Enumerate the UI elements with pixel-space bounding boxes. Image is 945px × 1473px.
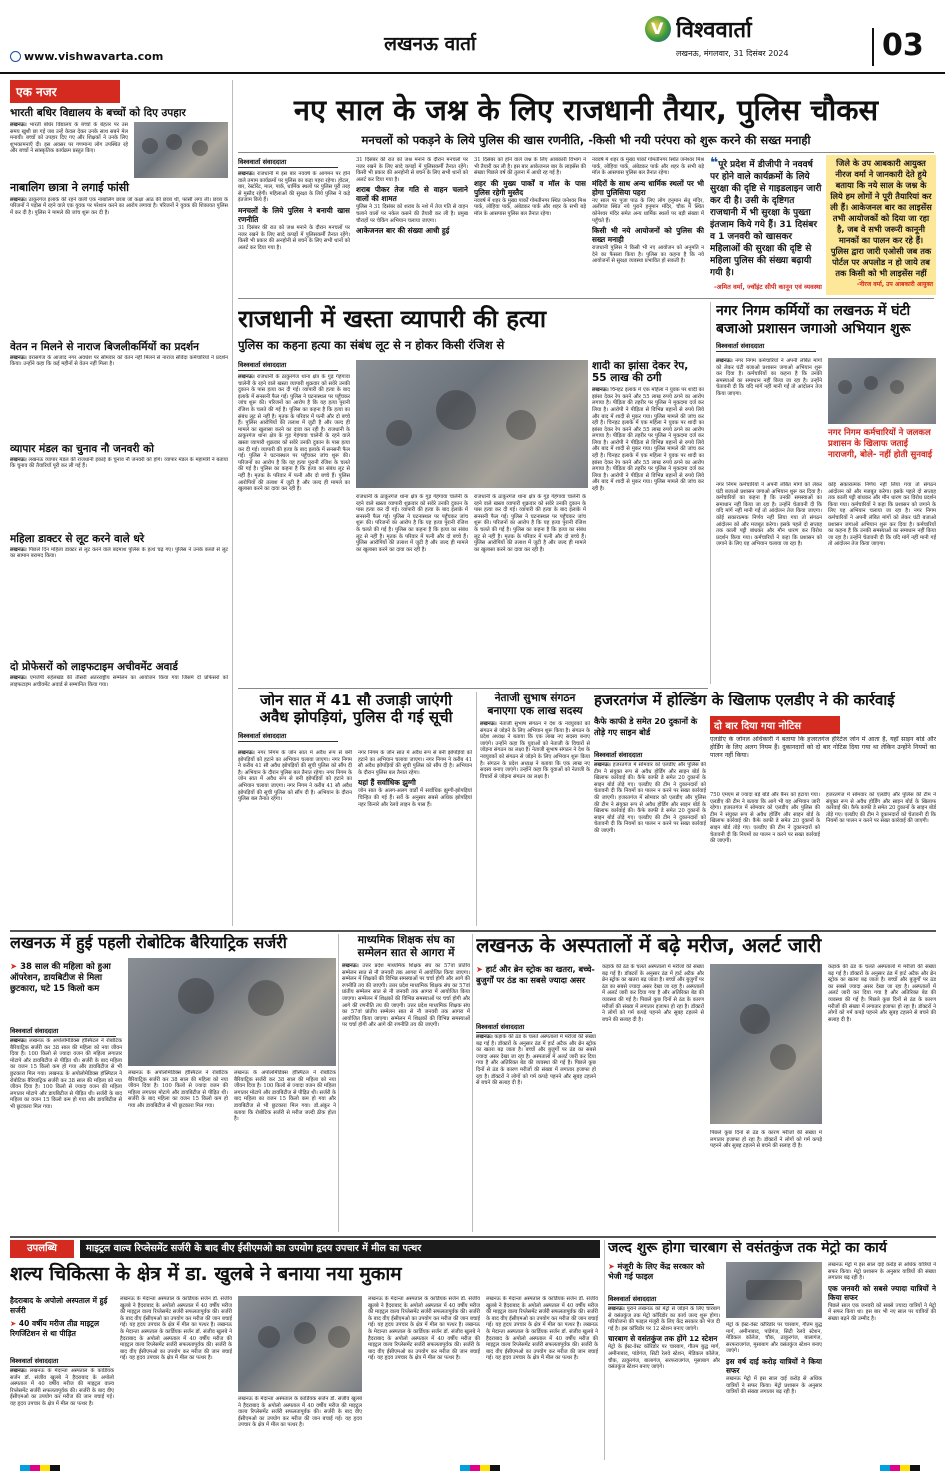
page-number: 03	[872, 28, 932, 66]
masthead	[0, 0, 945, 74]
item5-title: महिला डाक्टर से लूट करने वाले धरे	[10, 532, 145, 545]
arrow-icon: ➤	[10, 962, 18, 972]
section-title: लखनऊ वार्ता	[384, 33, 476, 54]
nagar-nigam-photo	[828, 358, 936, 424]
divider	[604, 1240, 605, 1460]
item1-title: भारती बधिर विद्यालय के बच्चों को दिए उपहार	[10, 107, 186, 119]
nagar-nigam-story: नगर निगम कर्मियों का लखनऊ में घंटी बजाओ प्रशासन जगाओ अभियान शुरू विश्ववार्ता संवाददाता लखनऊ। नगर निगम कर्मचारियों ने अपनी लंबित मांगों को लेकर घंटी बजाओ प्रशासन जगाओ अभियान शुरू कर दिया है। कर्मचारियों का कहना है कि उनकी समस्याओं का समाधान नहीं किया जा रहा है। उन्होंने चेतावनी दी कि यदि मांगें नहीं मानी गईं तो आंदोलन तेज किया जाएगा। नगर निगम कर्मचारियों ने जलकल प्रशासन के खिलाफ जताई नाराजगी, बोले- नहीं होती सुनवाई नगर निगम कर्मचारियों ने अपनी लंबित मांगों को लेकर घंटी बजाओ प्रशासन जगाओ अभियान शुरू कर दिया है। कर्मचारियों का कहना है कि उनकी समस्याओं का समाधान नहीं किया जा रहा है। उन्होंने चेतावनी दी कि यदि मांगें नहीं मानी गईं तो आंदोलन तेज किया जाएगा। कोई सकारात्मक निर्णय नहीं लिया गया तो संगठन आंदोलन को और मजबूत करेगा। इसके पहले दो सप्ताह तक काली पट्टी बांधकर और मौन धारण कर विरोध प्रदर्शन किया गया। कर्मचारियों ने कहा कि प्रशासन को जगाने के लिए यह अभियान चलाया जा रहा है। कोई सकारात्मक निर्णय नहीं लिया गया तो संगठन आंदोलन को और मजबूत करेगा। इसके पहले दो सप्ताह तक काली पट्टी बांधकर और मौन धारण कर विरोध प्रदर्शन किया गया। कर्मचारियों ने कहा कि प्रशासन को जगाने के लिए यह अभियान चलाया जा रहा है। नगर निगम कर्मचारियों ने अपनी लंबित मांगों को लेकर घंटी बजाओ प्रशासन जगाओ अभियान शुरू कर दिया है। कर्मचारियों का कहना है कि उनकी समस्याओं का समाधान नहीं किया जा रहा है। उन्होंने चेतावनी दी कि यदि मांगें नहीं मानी गईं तो आंदोलन तेज किया जाएगा।	[716, 303, 936, 548]
globe-icon	[10, 51, 21, 62]
netaji-story: नेताजी सुभाष संगठन बनाएगा एक लाख सदस्य लखनऊ। नेताजी सुभाष संगठन ने देश के नवयुवकों को संगठन से जोड़ने के लिए अभियान शुरू किया है। संगठन के प्रदेश अध्यक्ष ने बताया कि एक लाख नए सदस्य बनाए जाएंगे। उन्होंने कहा कि युवाओं को नेताजी के विचारों से जोड़ना संगठन का लक्ष्य है। नेताजी सुभाष संगठन ने देश के नवयुवकों को संगठन से जोड़ने के लिए अभियान शुरू किया है। संगठन के प्रदेश अध्यक्ष ने बताया कि एक लाख नए सदस्य बनाए जाएंगे। उन्होंने कहा कि युवाओं को नेताजी के विचारों से जोड़ना संगठन का लक्ष्य है।	[480, 692, 590, 780]
hospitals-story: लखनऊ के अस्पतालों में बढ़े मरीज, अलर्ट जारी ➤ हार्ट और ब्रेन स्ट्रोक का खतरा, बच्चे-बुजुर्गों पर ठंड का सबसे ज्यादा असर विश्ववार्ता संवाददाता लखनऊ। कड़ाके की ठंड के चलते अस्पतालों में मरीजों की संख्या बढ़ गई है। डॉक्टरों के अनुसार ठंड में हार्ट अटैक और ब्रेन स्ट्रोक का खतरा बढ़ जाता है। बच्चों और बुजुर्गों पर ठंड का सबसे ज्यादा असर देखा जा रहा है। अस्पतालों में अलर्ट जारी कर दिया गया है और अतिरिक्त बेड की व्यवस्था की गई है। पिछले कुछ दिनों से ठंड के कारण मरीजों की संख्या में लगातार इजाफा हो रहा है। डॉक्टरों ने लोगों को गर्म कपड़े पहनने और सुबह टहलने से बचने की सलाह दी है। कड़ाके की ठंड के चलते अस्पतालों में मरीजों की संख्या बढ़ गई है। डॉक्टरों के अनुसार ठंड में हार्ट अटैक और ब्रेन स्ट्रोक का खतरा बढ़ जाता है। बच्चों और बुजुर्गों पर ठंड का सबसे ज्यादा असर देखा जा रहा है। अस्पतालों में अलर्ट जारी कर दिया गया है और अतिरिक्त बेड की व्यवस्था की गई है। पिछले कुछ दिनों से ठंड के कारण मरीजों की संख्या में लगातार इजाफा हो रहा है। डॉक्टरों ने लोगों को गर्म कपड़े पहनने और सुबह टहलने से बचने की सलाह दी है। पिछले कुछ दिनों से ठंड के कारण मरीजों की संख्या में लगातार इजाफा हो रहा है। डॉक्टरों ने लोगों को गर्म कपड़े पहनने और सुबह टहलने से बचने की सलाह दी है। कड़ाके की ठंड के चलते अस्पतालों में मरीजों की संख्या बढ़ गई है। डॉक्टरों के अनुसार ठंड में हार्ट अटैक और ब्रेन स्ट्रोक का खतरा बढ़ जाता है। बच्चों और बुजुर्गों पर ठंड का सबसे ज्यादा असर देखा जा रहा है। अस्पतालों में अलर्ट जारी कर दिया गया है और अतिरिक्त बेड की व्यवस्था की गई है। पिछले कुछ दिनों से ठंड के कारण मरीजों की संख्या में लगातार इजाफा हो रहा है। डॉक्टरों ने लोगों को गर्म कपड़े पहनने और सुबह टहलने से बचने की सलाह दी है।	[476, 934, 936, 1150]
brand-name: विश्ववार्ता	[676, 18, 752, 42]
dateline: लखनऊ, मंगलवार, 31 दिसंबर 2024	[676, 49, 789, 58]
arrow-icon: ➤	[608, 1262, 615, 1271]
rape-sidebar: शादी का झांसा देकर रेप, 55 लाख की ठगी लखनऊ। चिनहट इलाके में एक महिला ने युवक पर शादी का झांसा देकर रेप करने और 55 लाख रुपये ठगने का आरोप लगाया है। पीड़िता की तहरीर पर पुलिस ने मुकदमा दर्ज कर लिया है। आरोपी ने पीड़िता से विभिन्न बहानों से रुपये लिये और बाद में शादी से मुकर गया। पुलिस मामले की जांच कर रही है। चिनहट इलाके में एक महिला ने युवक पर शादी का झांसा देकर रेप करने और 55 लाख रुपये ठगने का आरोप लगाया है। पीड़िता की तहरीर पर पुलिस ने मुकदमा दर्ज कर लिया है। आरोपी ने पीड़िता से विभिन्न बहानों से रुपये लिये और बाद में शादी से मुकर गया। पुलिस मामले की जांच कर रही है। चिनहट इलाके में एक महिला ने युवक पर शादी का झांसा देकर रेप करने और 55 लाख रुपये ठगने का आरोप लगाया है। पीड़िता की तहरीर पर पुलिस ने मुकदमा दर्ज कर लिया है। आरोपी ने पीड़िता से विभिन्न बहानों से रुपये लिये और बाद में शादी से मुकर गया। पुलिस मामले की जांच कर रही है।	[592, 360, 704, 493]
shikshak-story: माध्यमिक शिक्षक संघ का सम्मेलन सात से आगरा में लखनऊ। उत्तर प्रदेश माध्यमिक शिक्षक संघ का 57वां प्रांतीय सम्मेलन सात से नौ जनवरी तक आगरा में आयोजित किया जाएगा। सम्मेलन में शिक्षकों की विभिन्न समस्याओं पर चर्चा होगी और आगे की रणनीति तय की जाएगी। उत्तर प्रदेश माध्यमिक शिक्षक संघ का 57वां प्रांतीय सम्मेलन सात से नौ जनवरी तक आगरा में आयोजित किया जाएगा। सम्मेलन में शिक्षकों की विभिन्न समस्याओं पर चर्चा होगी और आगे की रणनीति तय की जाएगी। उत्तर प्रदेश माध्यमिक शिक्षक संघ का 57वां प्रांतीय सम्मेलन सात से नौ जनवरी तक आगरा में आयोजित किया जाएगा। सम्मेलन में शिक्षकों की विभिन्न समस्याओं पर चर्चा होगी और आगे की रणनीति तय की जाएगी।	[342, 934, 470, 1029]
robotic-photo	[128, 958, 336, 1066]
lead-subheadline: मनचलों को पकड़ने के लिये पुलिस की खास रणनीति, -किसी भी नयी परंपरा को शुरू करने की सख्त मनाही	[361, 133, 811, 147]
murder-body: विश्ववार्ता संवाददाता लखनऊ। राजधानी के ठाकुरगंज थाना क्षेत्र के गुड़ गेहंगावा चालेनी के रहने वाले खस्ता व्यापारी शुक्रवार को सवेरे उनकी दुकान के पास हत्या कर दी गई। व्यापारी की हत्या के बाद इलाके में सनसनी फैल गई। पुलिस ने घटनास्थल पर पहुँचकर जांच शुरू की। परिजनों का आरोप है कि यह हत्या पुरानी रंजिश के चलते की गई है। पुलिस का कहना है कि हत्या का संबंध लूट से नहीं है। मृतक के परिवार में पत्नी और दो बच्चे हैं। पुलिस आरोपियों की तलाश में जुटी है और जल्द ही मामले का खुलासा करने का दावा कर रही है। राजधानी के ठाकुरगंज थाना क्षेत्र के गुड़ गेहंगावा चालेनी के रहने वाले खस्ता व्यापारी शुक्रवार को सवेरे उनकी दुकान के पास हत्या कर दी गई। व्यापारी की हत्या के बाद इलाके में सनसनी फैल गई। पुलिस ने घटनास्थल पर पहुँचकर जांच शुरू की। परिजनों का आरोप है कि यह हत्या पुरानी रंजिश के चलते की गई है। पुलिस का कहना है कि हत्या का संबंध लूट से नहीं है। मृतक के परिवार में पत्नी और दो बच्चे हैं। पुलिस आरोपियों की तलाश में जुटी है और जल्द ही मामले का खुलासा करने का दावा कर रही है। राजधानी के ठाकुरगंज थाना क्षेत्र के गुड़ गेहंगावा चालेनी के रहने वाले खस्ता व्यापारी शुक्रवार को सवेरे उनकी दुकान के पास हत्या कर दी गई। व्यापारी की हत्या के बाद इलाके में सनसनी फैल गई। पुलिस ने घटनास्थल पर पहुँचकर जांच शुरू की। परिजनों का आरोप है कि यह हत्या पुरानी रंजिश के चलते की गई है। पुलिस का कहना है कि हत्या का संबंध लूट से नहीं है। मृतक के परिवार में पत्नी और दो बच्चे हैं। पुलिस आरोपियों की तलाश में जुटी है और जल्द ही मामले का खुलासा करने का दावा कर रही है। राजधानी के ठाकुरगंज थाना क्षेत्र के गुड़ गेहंगावा चालेनी के रहने वाले खस्ता व्यापारी शुक्रवार को सवेरे उनकी दुकान के पास हत्या कर दी गई। व्यापारी की हत्या के बाद इलाके में सनसनी फैल गई। पुलिस ने घटनास्थल पर पहुँचकर जांच शुरू की। परिजनों का आरोप है कि यह हत्या पुरानी रंजिश के चलते की गई है। पुलिस का कहना है कि हत्या का संबंध लूट से नहीं है। मृतक के परिवार में पत्नी और दो बच्चे हैं। पुलिस आरोपियों की तलाश में जुटी है और जल्द ही मामले का खुलासा करने का दावा कर रही है।	[238, 361, 586, 553]
divider	[232, 80, 233, 926]
divider	[710, 302, 711, 684]
registration-strip	[0, 1464, 945, 1473]
robotic-blurb: ➤ 38 साल की महिला को हुआ ऑपरेशन, डायबिटीज से मिला छुटकारा, घटे 15 किलो कम	[10, 962, 111, 994]
item6-title: दो प्रोफेसरों को लाइफटाइम अचीवमेंट अवार्ड	[10, 660, 178, 673]
excise-box: जिले के उप आबकारी आयुक्त नीरज वर्मा ने जानकारी देते हुये बताया कि नये साल के जश्न के लिये हम लोगों ने पूरी तैयारियां कर ली हैं। आकेजनल बार का लाइसेंस तभी आयोजकों को दिया जा रहा है, जब वे सभी जरूरी कानूनी मानकों का पालन कर रहे हैं। पुलिस द्वारा जारी एओसी जब तक पोर्टल पर अपलोड न हो जाये तब तक किसी को भी लाइसेंस नहीं -नीरज वर्मा, उप आबकारी आयुक्त	[826, 155, 936, 295]
arrow-icon: ➤	[10, 1319, 17, 1328]
item3-body: वरासगंज के आजाद नगर अवधेश पर सोमवार को वेतन नहीं मिलने से नाराज संविदा कर्मचारियों ने प्रदर्शन किया। उन्होंने कहा कि कई महीनों से वेतन नहीं मिला है।	[10, 354, 228, 368]
metro-photo	[726, 1262, 822, 1318]
ek-nazar-label: एक नजर	[10, 80, 120, 103]
achievement-photo	[238, 1296, 362, 1392]
website-url[interactable]: www.vishwavarta.com	[10, 50, 190, 66]
lead-body: विश्ववार्ता संवाददाता लखनऊ। राजधानी में इस बार नववर्ष के आगमन पर होने वाले तमाम कार्यक्रमों पर पुलिस का कड़ा पहरा रहेगा। होटल, बार, रेस्टोरेंट, माल, पार्क, धार्मिक स्थलों पर पुलिस पूरी तरह से मुस्तैद रहेगी। महिलाओं की सुरक्षा के लिये पुलिस ने कड़े इंतजाम किये हैं। मनचलों के लिये पुलिस ने बनायी खास रणनीति 31 दिसंबर की रात को जश्न मनाने के दौरान मनचलों पर नजर रखने के लिए सादे कपड़ों में पुलिसकर्मी तैनात रहेंगे। किसी भी प्रकार की अनहोनी से बचने के लिए सभी थानों को अलर्ट कर दिया गया है। 31 दिसंबर की रात को जश्न मनाने के दौरान मनचलों पर नजर रखने के लिए सादे कपड़ों में पुलिसकर्मी तैनात रहेंगे। किसी भी प्रकार की अनहोनी से बचने के लिए सभी थानों को अलर्ट कर दिया गया है। शराब पीकर तेज गति से वाहन चलाने वालों की शामत पुलिस ने 31 दिसंबर को शराब के नशे में तेज गति से वाहन चलाने वालों पर नकेल कसने की तैयारी कर ली है। प्रमुख चौराहों पर चेकिंग अभियान चलाया जाएगा। आकेजनल बार की संख्या आधी हुई 31 दिसंबर को होने वाले जश्न के लिए आबकारी विभाग ने भी तैयारी कर ली है। इस बार आकेजनल बार के लाइसेंस की संख्या पिछले वर्ष की तुलना में आधी रह गई है। शहर की मुख्य पार्कों व मॉल के पास पुलिस रहेगी मुस्तैद नववर्ष में शहर के मुख्य पार्कों गोमतीनगर स्थित जनेश्वर मिश्र पार्क, लोहिया पार्क, अंबेडकर पार्क और शहर के सभी बड़े मॉल के आसपास पुलिस बल तैनात रहेगा। नववर्ष में शहर के मुख्य पार्कों गोमतीनगर स्थित जनेश्वर मिश्र पार्क, लोहिया पार्क, अंबेडकर पार्क और शहर के सभी बड़े मॉल के आसपास पुलिस बल तैनात रहेगा। मंदिरों के साथ अन्य धार्मिक स्थलों पर भी होगा पुलिसिया पहरा नए साल पर पूजा पाठ के लिए लोग हनुमान सेतु मंदिर, अलीगंज स्थित नये पुराने हनुमान मंदिर, चौक में स्थित कोनेश्वर मंदिर समेत अन्य धार्मिक स्थलों पर बड़ी संख्या में पहुँचते हैं। किसी भी नये आयोजनों को पुलिस की सख्त मनाही राजधानी पुलिस ने किसी भी नए आयोजन को अनुमति न देने का फैसला किया है। पुलिस का कहना है कि नये आयोजनों से सुरक्षा व्यवस्था प्रभावित हो सकती है।	[238, 157, 704, 265]
item1-body: भारती बधिर विद्यालय के बच्चों के बेहतर पर उस समय खुशी छा गई जब उन्हें केवल देकर उनके साथ सबने मेल मनायी। बच्चों को उपहार दिए गए और शिक्षकों ने उनके लिए शुभकामनाएँ दी। इस अवसर पर गणमान्य लोग उपस्थित रहे और बच्चों ने सांस्कृतिक कार्यक्रम प्रस्तुत किए।	[10, 122, 128, 155]
arrow-icon: ➤	[476, 964, 483, 974]
robotic-story: लखनऊ में हुई पहली रोबोटिक बैरियाट्रिक सर्जरी ➤ 38 साल की महिला को हुआ ऑपरेशन, डायबिटीज से मिला छुटकारा, घटे 15 किलो कम विश्ववार्ता संवाददाता लखनऊ। लखनऊ के अपोलोमेडिक्स हॉस्पिटल ने रोबोटिक बैरियाट्रिक सर्जरी कर 38 साल की महिला को नया जीवन दिया है। 100 किलो से ज्यादा वजन की महिला लगातार मोटापे और डायबिटीज से पीड़ित थी। सर्जरी के बाद महिला का वजन 15 किलो कम हो गया और डायबिटीज से भी छुटकारा मिल गया। लखनऊ के अपोलोमेडिक्स हॉस्पिटल ने रोबोटिक बैरियाट्रिक सर्जरी कर 38 साल की महिला को नया जीवन दिया है। 100 किलो से ज्यादा वजन की महिला लगातार मोटापे और डायबिटीज से पीड़ित थी। सर्जरी के बाद महिला का वजन 15 किलो कम हो गया और डायबिटीज से भी छुटकारा मिल गया। लखनऊ के अपोलोमेडिक्स हॉस्पिटल ने रोबोटिक बैरियाट्रिक सर्जरी कर 38 साल की महिला को नया जीवन दिया है। 100 किलो से ज्यादा वजन की महिला लगातार मोटापे और डायबिटीज से पीड़ित थी। सर्जरी के बाद महिला का वजन 15 किलो कम हो गया और डायबिटीज से भी छुटकारा मिल गया। लखनऊ के अपोलोमेडिक्स हॉस्पिटल ने रोबोटिक बैरियाट्रिक सर्जरी कर 38 साल की महिला को नया जीवन दिया है। 100 किलो से ज्यादा वजन की महिला लगातार मोटापे और डायबिटीज से पीड़ित थी। सर्जरी के बाद महिला का वजन 15 किलो कम हो गया और डायबिटीज से भी छुटकारा मिल गया। डॉ.अंकुर ने बताया कि रोबोटिक सर्जरी से मरीज जल्दी ठीक होता है।	[10, 934, 336, 1123]
item1-photo	[134, 122, 228, 178]
murder-headline: राजधानी में खस्ता व्यापारी की हत्या	[238, 305, 547, 333]
masthead-rule	[0, 72, 945, 74]
item5-body: पिछले दिन महिला डाक्टर से लूट करने वाले बदमाश पुलिस के हत्थे चढ़ गए। पुलिस ने उनके कब्जे से लूट का सामान बरामद किया।	[10, 546, 228, 560]
hospitals-blurb: ➤ हार्ट और ब्रेन स्ट्रोक का खतरा, बच्चे-बुजुर्गों पर ठंड का सबसे ज्यादा असर	[476, 964, 595, 985]
item4-title: व्यापार मंडल का चुनाव नौ जनवरी को	[10, 442, 154, 455]
hoarding-box: कैफे काफी डे समेत 20 दुकानों के तोड़े गए साइन बोर्ड	[594, 716, 698, 737]
divider	[338, 934, 339, 1232]
divider	[238, 688, 708, 689]
quote-icon: ❝	[710, 157, 719, 171]
murder-photo	[356, 360, 588, 488]
item4-body: लखनऊ व्यापार मंडल की राजधानी इकाई के चुनाव नौ जनवरी को होंगे। व्यापार मंडल के महामंत्री ने बताया कि चुनाव की तैयारियाँ पूरी कर ली गई हैं।	[10, 456, 228, 470]
divider	[238, 298, 934, 299]
divider	[10, 1236, 936, 1238]
lead-byline: विश्ववार्ता संवाददाता	[238, 157, 338, 168]
divider	[10, 930, 936, 932]
item6-body: एमजेपी रुहेलखंड की तीसरी अंतरराष्ट्रीय सम्मेलन का आयोजन किया गया जिसमें दो प्रोफेसरों को लाइफटाइम अचीवमेंट अवार्ड से सम्मानित किया गया।	[10, 674, 228, 688]
hoarding-story: हजरतगंज में होल्डिंग के खिलाफ एलडीए ने की कार्रवाई कैफे काफी डे समेत 20 दुकानों के तोड़े गए साइन बोर्ड विश्ववार्ता संवाददाता लखनऊ। हजरतगंज में सोमवार को एलडीए और पुलिस की टीम ने संयुक्त रूप से अवैध होर्डिंग और साइन बोर्ड के खिलाफ कार्रवाई की। कैफे काफी डे समेत 20 दुकानों के साइन बोर्ड तोड़े गए। एलडीए की टीम ने दुकानदारों को चेतावनी दी कि नियमों का पालन न करने पर सख्त कार्रवाई की जाएगी। हजरतगंज में सोमवार को एलडीए और पुलिस की टीम ने संयुक्त रूप से अवैध होर्डिंग और साइन बोर्ड के खिलाफ कार्रवाई की। कैफे काफी डे समेत 20 दुकानों के साइन बोर्ड तोड़े गए। एलडीए की टीम ने दुकानदारों को चेतावनी दी कि नियमों का पालन न करने पर सख्त कार्रवाई की जाएगी। दो बार दिया गया नोटिस एलडीए के जोनल अधिकारी ने बताया कि हजरतगंज हेरिटेज जोन में आता है, यहाँ साइन बोर्ड और होर्डिंग के लिए अलग नियम हैं। दुकानदारों को दो बार नोटिस दिया गया था लेकिन उन्होंने नियमों का पालन नहीं किया। 750 एमएम से ज्यादा बड़े बोर्ड और बैनर को हटाया गया। एलडीए की टीम ने बताया कि आगे भी यह अभियान जारी रहेगा। हजरतगंज में सोमवार को एलडीए और पुलिस की टीम ने संयुक्त रूप से अवैध होर्डिंग और साइन बोर्ड के खिलाफ कार्रवाई की। कैफे काफी डे समेत 20 दुकानों के साइन बोर्ड तोड़े गए। एलडीए की टीम ने दुकानदारों को चेतावनी दी कि नियमों का पालन न करने पर सख्त कार्रवाई की जाएगी। हजरतगंज में सोमवार को एलडीए और पुलिस की टीम ने संयुक्त रूप से अवैध होर्डिंग और साइन बोर्ड के खिलाफ कार्रवाई की। कैफे काफी डे समेत 20 दुकानों के साइन बोर्ड तोड़े गए। एलडीए की टीम ने दुकानदारों को चेतावनी दी कि नियमों का पालन न करने पर सख्त कार्रवाई की जाएगी।	[594, 692, 936, 845]
item3-title: वेतन न मिलने से नाराज बिजलीकर्मियों का प्रदर्शन	[10, 340, 199, 353]
metro-story: जल्द शुरू होगा चारबाग से वसंतकुंज तक मेट्रो का कार्य ➤ मंजूरी के लिए केंद्र सरकार को भेजी गई फाइल विश्ववार्ता संवाददाता लखनऊ। पुराने लखनऊ को मेट्रो से जोड़ने के लिए चारबाग से वसंतकुंज तक मेट्रो कॉरिडोर का कार्य जल्द शुरू होगा। परियोजना की फाइल मंजूरी के लिए केंद्र सरकार को भेज दी गई है। इस कॉरिडोर पर 12 स्टेशन बनाए जाएंगे। चारबाग से वसंतकुंज तक होंगे 12 स्टेशन मेट्रो के ईस्ट-वेस्ट कॉरिडोर पर चारबाग, गौतम बुद्ध मार्ग, अमीनाबाद, पांडेगंज, सिटी रेलवे स्टेशन, मेडिकल कॉलेज, चौक, ठाकुरगंज, बालागंज, सरफराजगंज, मूसाबाग और वसंतकुंज स्टेशन बनाए जाएंगे। मेट्रो के ईस्ट-वेस्ट कॉरिडोर पर चारबाग, गौतम बुद्ध मार्ग, अमीनाबाद, पांडेगंज, सिटी रेलवे स्टेशन, मेडिकल कॉलेज, चौक, ठाकुरगंज, बालागंज, सरफराजगंज, मूसाबाग और वसंतकुंज स्टेशन बनाए जाएंगे। इस वर्ष दाई करोड़ यात्रियों ने किया सफर लखनऊ मेट्रो में इस साल दाई करोड़ से अधिक यात्रियों ने सफर किया। मेट्रो प्रशासन के अनुसार यात्रियों की संख्या लगातार बढ़ रही है। लखनऊ मेट्रो में इस साल दाई करोड़ से अधिक यात्रियों ने सफर किया। मेट्रो प्रशासन के अनुसार यात्रियों की संख्या लगातार बढ़ रही है। एक जनवरी को सबसे ज्यादा यात्रियों ने किया सफर पिछले साल एक जनवरी को सबसे ज्यादा यात्रियों ने मेट्रो में सफर किया था। इस बार भी नए साल पर यात्रियों की संख्या बढ़ने की उम्मीद है।	[608, 1240, 936, 1396]
divider	[472, 934, 473, 1232]
achievement-badge: उपलब्धि	[10, 1240, 74, 1258]
item2-title: नाबालिग छात्रा ने लगाई फांसी	[10, 181, 130, 195]
achievement-kicker: माइट्रल वाल्व रिप्लेसमेंट सर्जरी के बाद वीए ईसीएमओ का उपयोग हृदय उपचार में मील का पत्थर	[80, 1240, 600, 1258]
hospitals-photo	[710, 964, 822, 1124]
notice-box: दो बार दिया गया नोटिस एलडीए के जोनल अधिकारी ने बताया कि हजरतगंज हेरिटेज जोन में आता है, यहाँ साइन बोर्ड और होर्डिंग के लिए अलग नियम हैं। दुकानदारों को दो बार नोटिस दिया गया था लेकिन उन्होंने नियमों का पालन नहीं किया।	[710, 716, 936, 788]
demolition-story: जोन सात में 41 सौ उजाड़ी जाएंगी अवैध झोपड़ियां, पुलिस दी गई सूची विश्ववार्ता संवाददाता लखनऊ। नगर निगम के जोन सात में अवैध रूप से बनी झोपड़ियों को हटाने का अभियान चलाया जाएगा। नगर निगम ने करीब 41 सौ अवैध झोपड़ियों की सूची पुलिस को सौंप दी है। अभियान के दौरान पुलिस बल तैनात रहेगा। नगर निगम के जोन सात में अवैध रूप से बनी झोपड़ियों को हटाने का अभियान चलाया जाएगा। नगर निगम ने करीब 41 सौ अवैध झोपड़ियों की सूची पुलिस को सौंप दी है। अभियान के दौरान पुलिस बल तैनात रहेगा। नगर निगम के जोन सात में अवैध रूप से बनी झोपड़ियों को हटाने का अभियान चलाया जाएगा। नगर निगम ने करीब 41 सौ अवैध झोपड़ियों की सूची पुलिस को सौंप दी है। अभियान के दौरान पुलिस बल तैनात रहेगा। यहां हैं सर्वाधिक झुग्गी जोन सात के अलग-अलग वार्डों में सर्वाधिक झुग्गी-झोपड़ियां चिन्हित की गई हैं। सर्वे के अनुसार सबसे अधिक झोपड़ियां नहर किनारे और रेलवे लाइन के पास हैं।	[238, 692, 472, 808]
quote-attribution: -अमित वर्मा, ज्वॉइंट सीपी कानून एवं व्यवस्था	[713, 283, 822, 291]
divider	[238, 152, 934, 153]
ek-nazar-column: एक नजर भारती बधिर विद्यालय के बच्चों को दिए उपहार लखनऊ। भारती बधिर विद्यालय के बच्चों के बेहतर पर उस समय खुशी छा गई जब उन्हें केवल देकर उनके साथ सबने मेल मनायी। बच्चों को उपहार दिए गए और शिक्षकों ने उनके लिए शुभकामनाएँ दी। इस अवसर पर गणमान्य लोग उपस्थित रहे और बच्चों ने सांस्कृतिक कार्यक्रम प्रस्तुत किए। नाबालिग छात्रा ने लगाई फांसी लखनऊ। ठाकुरगंज इलाके की रहने वाली एक नाबालिग छात्रा जो कक्षा आठ की छात्रा थी, फांसी लगा ली। छात्रा के परिजनों ने पड़ोस में रहने वाले एक युवक पर परेशान करने का आरोप लगाया है। परिजनों ने युवक की शिकायत पुलिस में कर दी है। पुलिस ने मामले की जांच शुरू कर दी है। वेतन न मिलने से नाराज बिजलीकर्मियों का प्रदर्शन लखनऊ। वरासगंज के आजाद नगर अवधेश पर सोमवार को वेतन नहीं मिलने से नाराज संविदा कर्मचारियों ने प्रदर्शन किया। उन्होंने कहा कि कई महीनों से वेतन नहीं मिला है। व्यापार मंडल का चुनाव नौ जनवरी को लखनऊ। लखनऊ व्यापार मंडल की राजधानी इकाई के चुनाव नौ जनवरी को होंगे। व्यापार मंडल के महामंत्री ने बताया कि चुनाव की तैयारियाँ पूरी कर ली गई हैं। महिला डाक्टर से लूट करने वाले धरे लखनऊ। पिछले दिन महिला डाक्टर से लूट करने वाले बदमाश पुलिस के हत्थे चढ़ गए। पुलिस ने उनके कब्जे से लूट का सामान बरामद किया। दो प्रोफेसरों को लाइफटाइम अचीवमेंट अवार्ड लखनऊ। एमजेपी रुहेलखंड की तीसरी अंतरराष्ट्रीय सम्मेलन का आयोजन किया गया जिसमें दो प्रोफेसरों को लाइफटाइम अचीवमेंट अवार्ड से सम्मानित किया गया।	[10, 80, 228, 924]
item2-body: ठाकुरगंज इलाके की रहने वाली एक नाबालिग छात्रा जो कक्षा आठ की छात्रा थी, फांसी लगा ली। छात्रा के परिजनों ने पड़ोस में रहने वाले एक युवक पर परेशान करने का आरोप लगाया है। परिजनों ने युवक की शिकायत पुलिस में कर दी है। पुलिस ने मामले की जांच शुरू कर दी है।	[10, 196, 228, 216]
murder-subheadline: पुलिस का कहना हत्या का संबंध लूट से न होकर किसी रंजिश से	[238, 338, 505, 352]
brand-logo: V	[645, 16, 671, 42]
metro-blurb: ➤ मंजूरी के लिए केंद्र सरकार को भेजी गई फाइल	[608, 1262, 705, 1281]
achievement-story: उपलब्धि माइट्रल वाल्व रिप्लेसमेंट सर्जरी के बाद वीए ईसीएमओ का उपयोग हृदय उपचार में मील का पत्थर शल्य चिकित्सा के क्षेत्र में डा. खुलबे ने बनाया नया मुकाम हैदराबाद के अपोलो अस्पताल में हुई सर्जरी ➤ 40 वर्षीय मरीज तीव्र माइट्रल रिगर्जिटेशन से था पीड़ित विश्ववार्ता संवाददाता लखनऊ। लखनऊ के मेदान्ता अस्पताल के कार्डियक सर्जन डॉ. संजीव खुलबे ने हैदराबाद के अपोलो अस्पताल में 40 वर्षीय मरीज की माइट्रल वाल्व रिप्लेसमेंट सर्जरी सफलतापूर्वक की। सर्जरी के बाद वीए ईसीएमओ का उपयोग कर मरीज की जान बचाई गई। यह हृदय उपचार के क्षेत्र में मील का पत्थर है। लखनऊ के मेदान्ता अस्पताल के कार्डियक सर्जन डॉ. संजीव खुलबे ने हैदराबाद के अपोलो अस्पताल में 40 वर्षीय मरीज की माइट्रल वाल्व रिप्लेसमेंट सर्जरी सफलतापूर्वक की। सर्जरी के बाद वीए ईसीएमओ का उपयोग कर मरीज की जान बचाई गई। यह हृदय उपचार के क्षेत्र में मील का पत्थर है। लखनऊ के मेदान्ता अस्पताल के कार्डियक सर्जन डॉ. संजीव खुलबे ने हैदराबाद के अपोलो अस्पताल में 40 वर्षीय मरीज की माइट्रल वाल्व रिप्लेसमेंट सर्जरी सफलतापूर्वक की। सर्जरी के बाद वीए ईसीएमओ का उपयोग कर मरीज की जान बचाई गई। यह हृदय उपचार के क्षेत्र में मील का पत्थर है। लखनऊ के मेदान्ता अस्पताल के कार्डियक सर्जन डॉ. संजीव खुलबे ने हैदराबाद के अपोलो अस्पताल में 40 वर्षीय मरीज की माइट्रल वाल्व रिप्लेसमेंट सर्जरी सफलतापूर्वक की। सर्जरी के बाद वीए ईसीएमओ का उपयोग कर मरीज की जान बचाई गई। यह हृदय उपचार के क्षेत्र में मील का पत्थर है। लखनऊ के मेदान्ता अस्पताल के कार्डियक सर्जन डॉ. संजीव खुलबे ने हैदराबाद के अपोलो अस्पताल में 40 वर्षीय मरीज की माइट्रल वाल्व रिप्लेसमेंट सर्जरी सफलतापूर्वक की। सर्जरी के बाद वीए ईसीएमओ का उपयोग कर मरीज की जान बचाई गई। यह हृदय उपचार के क्षेत्र में मील का पत्थर है। लखनऊ के मेदान्ता अस्पताल के कार्डियक सर्जन डॉ. संजीव खुलबे ने हैदराबाद के अपोलो अस्पताल में 40 वर्षीय मरीज की माइट्रल वाल्व रिप्लेसमेंट सर्जरी सफलतापूर्वक की। सर्जरी के बाद वीए ईसीएमओ का उपयोग कर मरीज की जान बचाई गई। यह हृदय उपचार के क्षेत्र में मील का पत्थर है। लखनऊ के मेदान्ता अस्पताल के कार्डियक सर्जन डॉ. संजीव खुलबे ने हैदराबाद के अपोलो अस्पताल में 40 वर्षीय मरीज की माइट्रल वाल्व रिप्लेसमेंट सर्जरी सफलतापूर्वक की। सर्जरी के बाद वीए ईसीएमओ का उपयोग कर मरीज की जान बचाई गई। यह हृदय उपचार के क्षेत्र में मील का पत्थर है। लखनऊ के मेदान्ता अस्पताल के कार्डियक सर्जन डॉ. संजीव खुलबे ने हैदराबाद के अपोलो अस्पताल में 40 वर्षीय मरीज की माइट्रल वाल्व रिप्लेसमेंट सर्जरी सफलतापूर्वक की। सर्जरी के बाद वीए ईसीएमओ का उपयोग कर मरीज की जान बचाई गई। यह हृदय उपचार के क्षेत्र में मील का पत्थर है।	[10, 1240, 600, 1462]
lead-headline: नए साल के जश्न के लिए राजधानी तैयार, पुलिस चौकस	[293, 93, 879, 127]
lead-quote: ❝पूरे प्रदेश में डीजीपी ने नववर्ष पर होने वाले कार्यक्रमों के लिये सुरक्षा की दृष्टि से गाइडलाइन जारी कर दी है। उसी के दृष्टिगत राजधानी में भी सुरक्षा के पुख्ता इंतजाम किये गये हैं। 31 दिसंबर व 1 जनवरी को खासकर महिलाओं की सुरक्षा की दृष्टि से महिला पुलिस की संख्या बढ़ायी गयी है। -अमित वर्मा, ज्वॉइंट सीपी कानून एवं व्यवस्था	[710, 157, 822, 291]
divider	[476, 692, 477, 926]
